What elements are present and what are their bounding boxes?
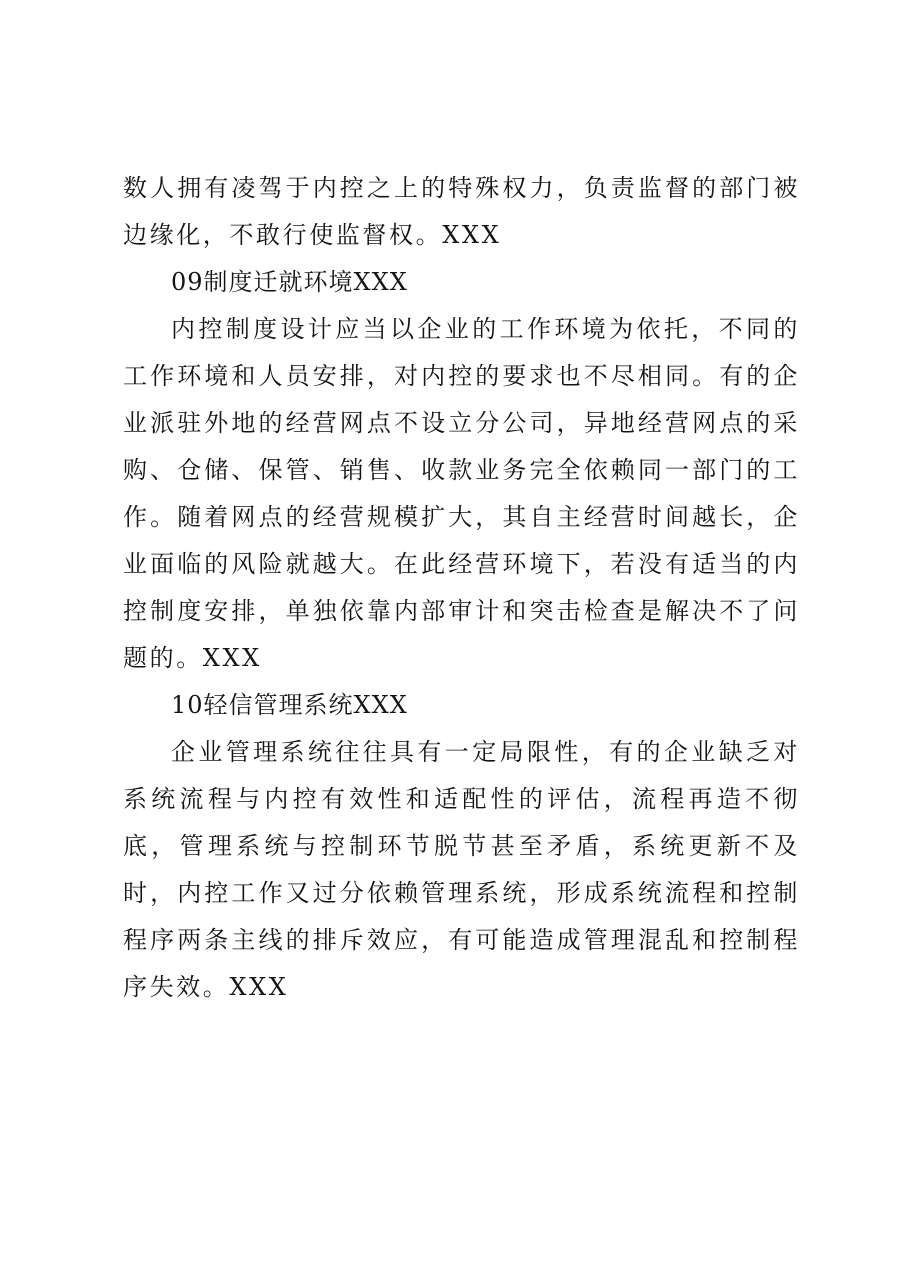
section-heading-10: 10轻信管理系统XXX [171,691,408,719]
paragraph-management-system: 企业管理系统往往具有一定局限性，有的企业缺乏对系统流程与内控有效性和适配性的评估，流程再造不彻底，管理系统与控制环节脱节甚至矛盾，系统更新不及时，内控工作又过分依赖管理系统，形成系统流程和控制程序两条主线的排斥效应，有可能造成管理混乱和控制程序失效。XXX [123,738,800,1001]
document-body [123,165,800,1011]
section-heading-09: 09制度迁就环境XXX [171,268,408,296]
paragraph-continued: 数人拥有凌驾于内控之上的特殊权力，负责监督的部门被边缘化，不敢行使监督权。XXX [123,174,800,249]
paragraph-environment: 内控制度设计应当以企业的工作环境为依托，不同的工作环境和人员安排，对内控的要求也不尽相同。有的企业派驻外地的经营网点不设立分公司，异地经营网点的采购、仓储、保管、销售、收款业务完全依赖同一部门的工作。随着网点的经营规模扩大，其自主经营时间越长，企业面临的风险就越大。在此经营环境下，若没有适当的内控制度安排，单独依靠内部审计和突击检查是解决不了问题的。XXX [123,315,800,672]
